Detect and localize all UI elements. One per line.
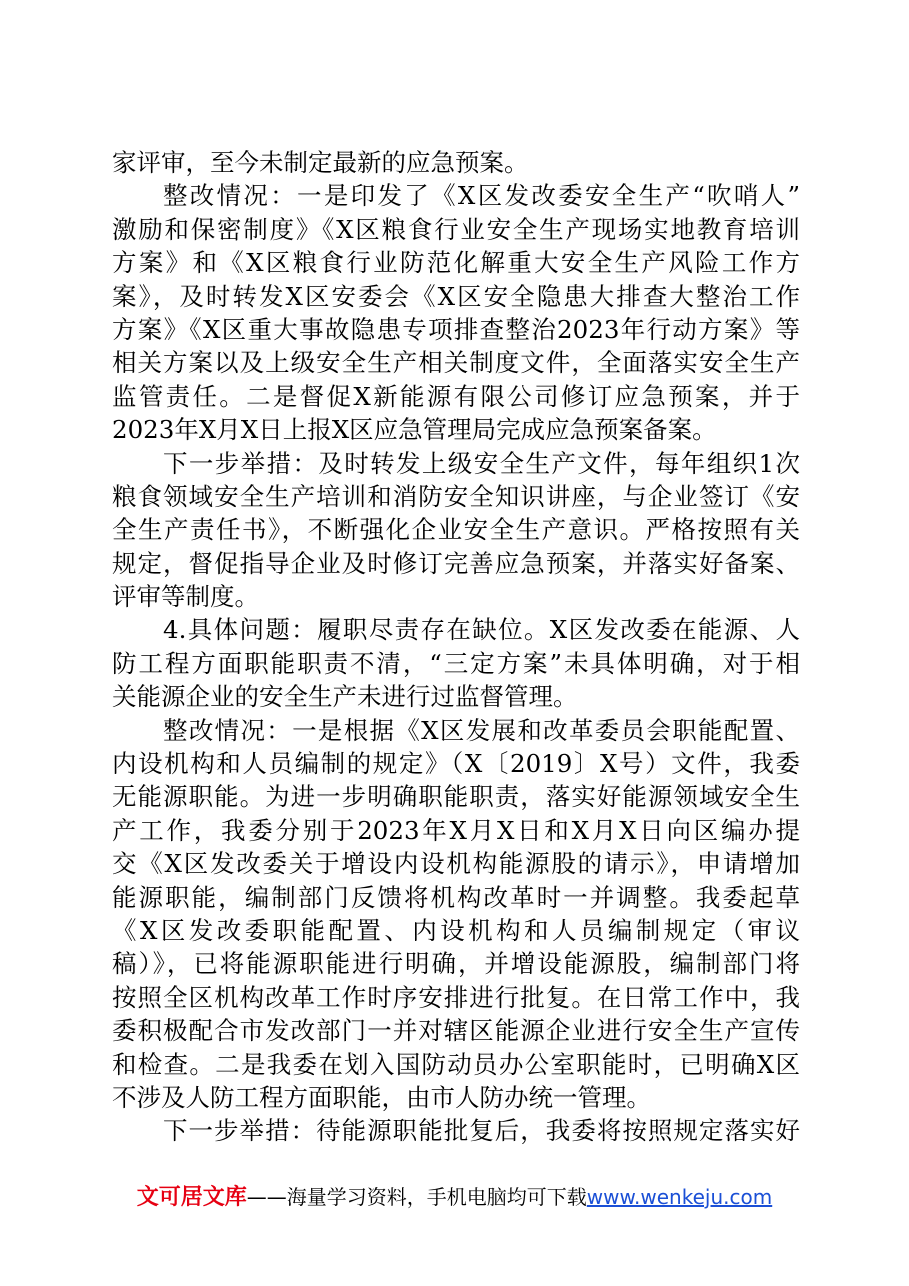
document-body (112, 146, 800, 1148)
text-line: 防工程方面职能职责不清，“三定方案”未具体明确，对于相 (112, 648, 800, 678)
text-line: 无能源职能。为进一步明确职能职责，落实好能源领域安全生 (112, 782, 800, 812)
watermark-footer (0, 1180, 909, 1211)
text-line: 稿）》，已将能源职能进行明确，并增设能源股，编制部门将 (112, 949, 800, 979)
text-line: 《X区发改委职能配置、内设机构和人员编制规定（审议 (112, 915, 800, 945)
text-line: 监管责任。二是督促X新能源有限公司修订应急预案，并于 (112, 381, 800, 411)
text-line: 2023年X月X日上报X区应急管理局完成应急预案备案。 (112, 415, 717, 445)
text-line: 按照全区机构改革工作时序安排进行批复。在日常工作中，我 (112, 982, 800, 1012)
text-line: 整改情况：一是印发了《X区发改委安全生产“吹哨人” (163, 181, 800, 211)
text-line: 委积极配合市发改部门一并对辖区能源企业进行安全生产宣传 (112, 1016, 800, 1046)
text-line: 规定，督促指导企业及时修订完善应急预案，并落实好备案、 (112, 548, 800, 578)
text-line: 激励和保密制度》《X区粮食行业安全生产现场实地教育培训 (112, 214, 800, 244)
text-line: 交《X区发改委关于增设内设机构能源股的请示》，申请增加 (112, 849, 800, 879)
text-line: 案》，及时转发X区安委会《X区安全隐患大排查大整治工作 (112, 281, 800, 311)
text-line: 产工作，我委分别于2023年X月X日和X月X日向区编办提 (112, 815, 800, 845)
text-line: 不涉及人防工程方面职能，由市人防办统一管理。 (112, 1082, 651, 1112)
footer-tagline: ——海量学习资料，手机电脑均可下载 (246, 1185, 587, 1209)
text-line: 方案》《X区重大事故隐患专项排查整治2023年行动方案》等 (112, 314, 800, 344)
footer-brand: 文可居文库 (136, 1185, 247, 1210)
footer-url-link[interactable]: www.wenkeju.com (586, 1185, 773, 1209)
text-line: 相关方案以及上级安全生产相关制度文件，全面落实安全生产 (112, 348, 800, 378)
text-line: 和检查。二是我委在划入国防动员办公室职能时，已明确X区 (112, 1049, 800, 1079)
text-line: 下一步举措：待能源职能批复后，我委将按照规定落实好 (163, 1116, 800, 1146)
text-line: 能源职能，编制部门反馈将机构改革时一并调整。我委起草 (112, 882, 800, 912)
text-line: 整改情况：一是根据《X区发展和改革委员会职能配置、 (163, 715, 800, 745)
text-line: 评审等制度。 (112, 582, 259, 612)
text-line: 全生产责任书》，不断强化企业安全生产意识。严格按照有关 (112, 515, 800, 545)
text-line: 关能源企业的安全生产未进行过监督管理。 (112, 682, 578, 712)
text-line: 家评审，至今未制定最新的应急预案。 (112, 148, 529, 177)
text-line: 4.具体问题：履职尽责存在缺位。X区发改委在能源、人 (163, 615, 800, 645)
text-line: 粮食领域安全生产培训和消防安全知识讲座，与企业签订《安 (112, 481, 800, 511)
text-line: 内设机构和人员编制的规定》（X〔2019〕X号）文件，我委 (112, 749, 800, 779)
text-line: 下一步举措：及时转发上级安全生产文件，每年组织1次 (163, 448, 800, 478)
text-line: 方案》和《X区粮食行业防范化解重大安全生产风险工作方 (112, 248, 800, 278)
